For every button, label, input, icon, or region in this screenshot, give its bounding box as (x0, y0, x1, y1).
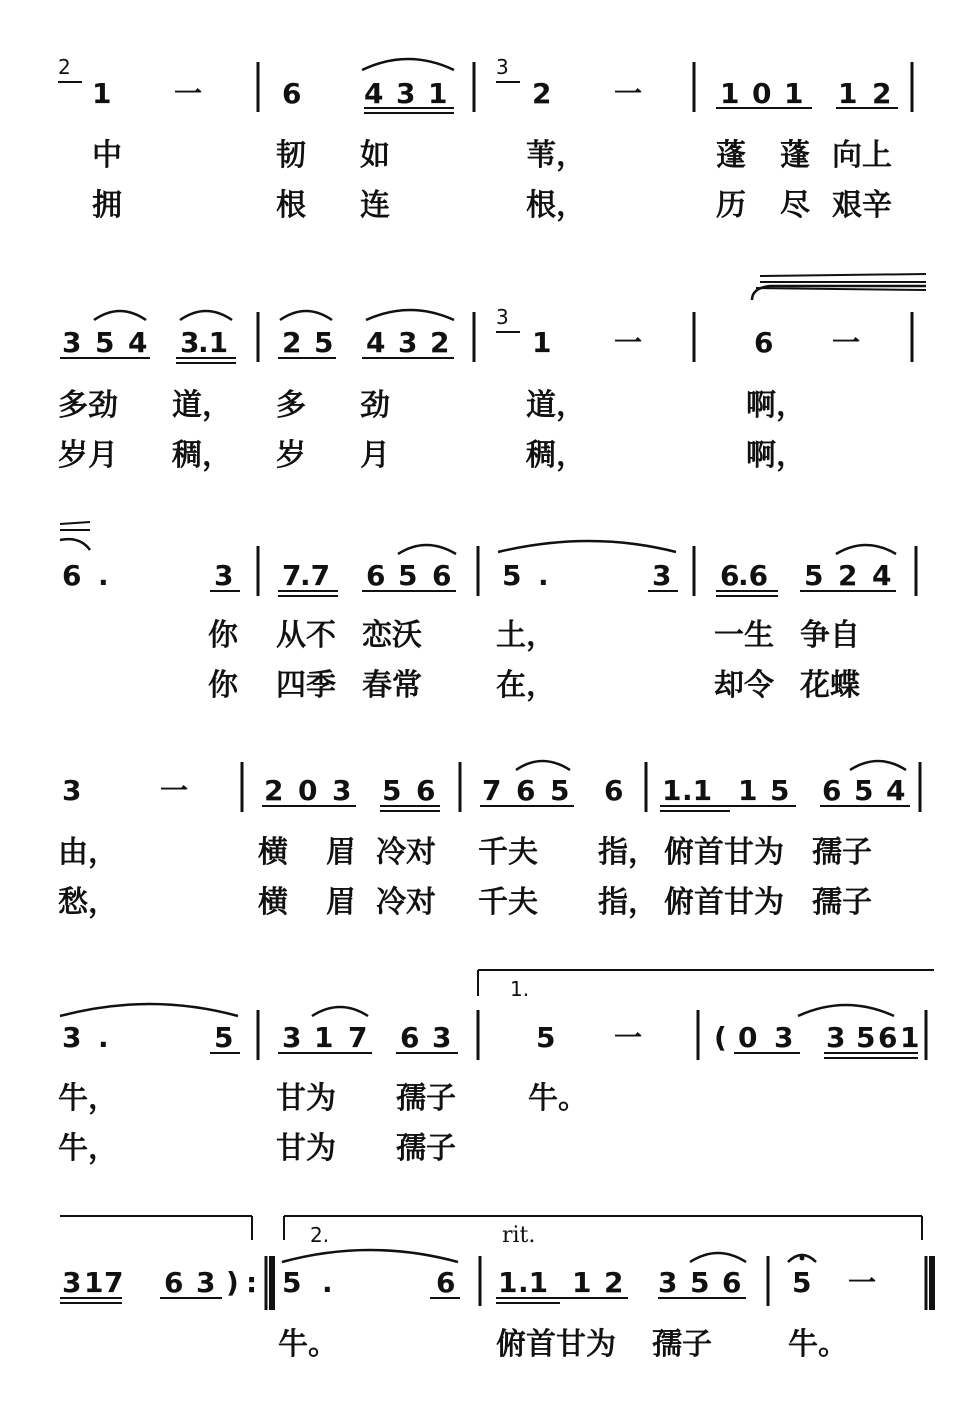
note: 1 (784, 77, 804, 110)
lyric: 你 (208, 668, 238, 703)
lyric: 多 (276, 388, 306, 423)
note: 6 (754, 326, 774, 359)
note: 5 (690, 1266, 710, 1299)
note: 6 (516, 774, 536, 807)
note: 2 (872, 77, 892, 110)
note: 2 (58, 55, 71, 79)
note: 2 (264, 774, 284, 807)
note: 6 (62, 559, 82, 592)
lyric: 如 (360, 138, 390, 173)
volta-1: 1. (510, 977, 530, 1001)
note: 一 (848, 1266, 877, 1299)
note: 3 (496, 55, 509, 79)
note: .1 (682, 774, 713, 807)
note: 4 (366, 326, 386, 359)
lyric: 孺子 (652, 1327, 712, 1362)
lyric: 争自 (800, 618, 860, 653)
lyric: 稠， (526, 438, 586, 473)
lyric: 月 (360, 438, 390, 473)
lyric: 四季 (276, 668, 336, 703)
lyric: 指， (598, 885, 658, 920)
note: 5 (382, 774, 402, 807)
note: 2 (604, 1266, 624, 1299)
lyric: 眉 (326, 835, 356, 870)
note: 3 (62, 774, 82, 807)
note: 5 (770, 774, 790, 807)
note: 7 (104, 1266, 124, 1299)
note: .1 (198, 326, 229, 359)
lyric: 蓬 (780, 138, 810, 173)
note: 6 (436, 1266, 456, 1299)
note: 5 (502, 559, 522, 592)
lyric: 眉 (326, 885, 356, 920)
note: .6 (738, 559, 769, 592)
note: 6 (604, 774, 624, 807)
lyric: 孺子 (396, 1131, 456, 1166)
note: . (98, 1021, 109, 1054)
note: 7 (348, 1021, 368, 1054)
note: 3 (432, 1021, 452, 1054)
lyric: 啊， (746, 438, 806, 473)
lyric: 历 (716, 188, 746, 223)
note: 1 (92, 77, 112, 110)
note: . (98, 559, 109, 592)
note: 5 (856, 1021, 876, 1054)
lyric: 岁月 (58, 438, 118, 473)
lyric: 向上 (832, 138, 892, 173)
lyric: 俯首甘为 (496, 1327, 616, 1362)
lyric: 指， (598, 835, 658, 870)
note: 3 (214, 559, 234, 592)
note: 5 (314, 326, 334, 359)
note: 6 (822, 774, 842, 807)
lyric: 从不 (276, 618, 336, 653)
lyric: 根 (276, 188, 306, 223)
note: 1 (314, 1021, 334, 1054)
note: 4 (886, 774, 906, 807)
note: 6 (282, 77, 302, 110)
note: ( (714, 1021, 727, 1054)
lyric: 苇， (526, 138, 586, 173)
note: 6 (416, 774, 436, 807)
lyric: 横 (258, 835, 288, 870)
note: 6 (366, 559, 386, 592)
note: 1 (738, 774, 758, 807)
lyric: 牛， (58, 1131, 118, 1166)
note: ) (226, 1266, 239, 1299)
note: 3 (180, 326, 200, 359)
note: 一 (160, 774, 189, 807)
note: 6 (432, 559, 452, 592)
lyric: 冷对 (376, 885, 436, 920)
note: 4 (872, 559, 892, 592)
lyric: 孺子 (812, 835, 872, 870)
note: 6 (722, 1266, 742, 1299)
note: 0 (298, 774, 318, 807)
system-3-lyrics (208, 618, 860, 703)
note: . (538, 559, 549, 592)
system-5-lyrics (58, 1081, 588, 1166)
note: 2 (282, 326, 302, 359)
note: 3 (62, 1021, 82, 1054)
note: 一 (174, 77, 203, 110)
note: 5 (854, 774, 874, 807)
lyric: 根， (526, 188, 586, 223)
note: 0 (752, 77, 772, 110)
lyric: 花蝶 (800, 668, 860, 703)
system-6-lyrics (278, 1327, 848, 1362)
note: 6 (164, 1266, 184, 1299)
note: 7 (282, 559, 302, 592)
lyric: 愁， (58, 885, 118, 920)
note: 1 (838, 77, 858, 110)
note: 4 (364, 77, 384, 110)
lyric: 甘为 (276, 1081, 336, 1116)
lyric: 道， (526, 388, 586, 423)
note: 5 (792, 1266, 812, 1299)
lyric: 尽 (780, 188, 810, 223)
note: 5 (95, 326, 115, 359)
lyric: 蓬 (716, 138, 746, 173)
lyric: 连 (360, 188, 390, 223)
note: 5 (398, 559, 418, 592)
lyric: 土， (496, 618, 556, 653)
note: 3 (62, 326, 82, 359)
volta-2: 2. (310, 1223, 330, 1247)
note: 6 (878, 1021, 898, 1054)
note: 3 (496, 305, 509, 329)
note: 3 (652, 559, 672, 592)
note: 一 (832, 326, 861, 359)
note: 2 (532, 77, 552, 110)
note: 7 (482, 774, 502, 807)
lyric: 由， (58, 835, 118, 870)
system-5 (60, 970, 934, 1060)
lyric: 孺子 (396, 1081, 456, 1116)
system-1-lyrics (92, 138, 892, 223)
note: 1 (720, 77, 740, 110)
note: 1 (572, 1266, 592, 1299)
system-3 (60, 522, 916, 596)
lyric: 拥 (92, 188, 122, 223)
note: 0 (738, 1021, 758, 1054)
lyric: 艰辛 (832, 188, 892, 223)
note: 3 (658, 1266, 678, 1299)
note: 1 (498, 1266, 518, 1299)
lyric: 千夫 (478, 835, 538, 870)
system-4-notes (62, 774, 905, 807)
lyric: 一生 (714, 618, 774, 653)
lyric: 千夫 (478, 885, 538, 920)
lyric: 牛。 (788, 1327, 848, 1362)
lyric: 牛。 (278, 1327, 338, 1362)
note: 一 (614, 1021, 643, 1054)
system-2-lyrics (58, 388, 806, 473)
lyric: 甘为 (276, 1131, 336, 1166)
system-2-notes (62, 305, 860, 359)
note: 一 (614, 77, 643, 110)
lyric: 韧 (276, 138, 306, 173)
note: 3 (826, 1021, 846, 1054)
note: 1 (84, 1266, 104, 1299)
note: 3 (398, 326, 418, 359)
note: 3 (282, 1021, 302, 1054)
note: 3 (774, 1021, 794, 1054)
note: 2 (838, 559, 858, 592)
lyric: 却令 (714, 668, 774, 703)
lyric: 多劲 (58, 388, 118, 423)
note: 5 (282, 1266, 302, 1299)
lyric: 在， (496, 668, 556, 703)
lyric: 俯首甘为 (664, 885, 784, 920)
note: 4 (128, 326, 148, 359)
note: 3 (396, 77, 416, 110)
note: 6 (400, 1021, 420, 1054)
system-4-lyrics (58, 835, 872, 920)
note: 一 (614, 326, 643, 359)
lyric: 岁 (276, 438, 306, 473)
lyric: 劲 (360, 388, 390, 423)
lyric: 春常 (362, 668, 422, 703)
lyric: 道， (172, 388, 232, 423)
lyric: 孺子 (812, 885, 872, 920)
lyric: 中 (92, 138, 122, 173)
note: 5 (214, 1021, 234, 1054)
note: 6 (720, 559, 740, 592)
note: 3 (62, 1266, 82, 1299)
lyric: 稠， (172, 438, 232, 473)
note: 1 (428, 77, 448, 110)
note: 5 (550, 774, 570, 807)
lyric: 你 (208, 618, 238, 653)
note: 1 (900, 1021, 920, 1054)
note: .1 (518, 1266, 549, 1299)
system-6-notes (62, 1223, 876, 1299)
note: 5 (536, 1021, 556, 1054)
system-5-notes (62, 977, 919, 1054)
lyric: 啊， (746, 388, 806, 423)
note: 1 (662, 774, 682, 807)
lyric: 冷对 (376, 835, 436, 870)
note: 3 (196, 1266, 216, 1299)
lyric: 恋沃 (362, 618, 422, 653)
note: 3 (332, 774, 352, 807)
rit-marking: rit. (502, 1223, 536, 1248)
lyric: 俯首甘为 (664, 835, 784, 870)
note: 2 (430, 326, 450, 359)
note: 1 (532, 326, 552, 359)
lyric: 牛， (58, 1081, 118, 1116)
note: .7 (300, 559, 331, 592)
note: : (246, 1266, 258, 1299)
note: 5 (804, 559, 824, 592)
lyric: 横 (258, 885, 288, 920)
note: . (322, 1266, 333, 1299)
lyric: 牛。 (528, 1081, 588, 1116)
